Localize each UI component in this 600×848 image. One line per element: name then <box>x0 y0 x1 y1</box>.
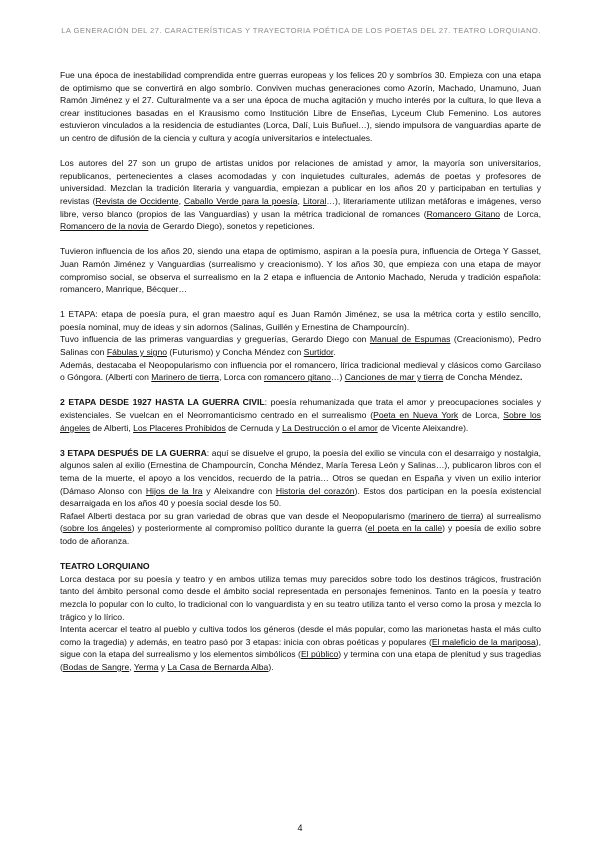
paragraph-context: Fue una época de inestabilidad comprendida entre guerras europeas y los felices 20 y sombríos 30. Empieza con una etapa de optimismo que se convertirá en algo sombrío. Conviven muchas generaciones como Azorín, Machado, Unamuno, Juan Ramón Jiménez y el 27. Culturalmente va a ser una época de mucha agitación y mucho interés por la cultura, lo que lleva a crear instituciones basadas en el Krausismo como Institución Libre de Enseñas, Lyceum Club Femenino. Los autores estuvieron vinculados a la residencia de estudiantes (Lorca, Dalí, Luis Buñuel…), siendo impulsora de vanguardias aparte de un centro de difusión de la ciencia y cultura y acogía universitarios e intelectuales. <box>60 70 541 143</box>
paragraph-authors <box>60 157 541 233</box>
book-title: Fábulas y signo <box>106 347 168 358</box>
book-title: marinero de tierra <box>410 510 481 521</box>
text: , <box>297 195 303 206</box>
text: , <box>178 195 185 206</box>
book-title: romancero gitano <box>263 372 331 383</box>
text: de Cernuda y <box>225 422 283 433</box>
document-body <box>60 69 541 686</box>
book-title: Los Placeres Prohibidos <box>133 422 226 433</box>
book-title: Hijos de la Ira <box>145 485 203 496</box>
stage-heading: 3 ETAPA DESPUÉS DE LA GUERRA <box>60 447 207 458</box>
text: ). <box>268 661 274 672</box>
text: …), literariamente utilizan metáforas e imágenes, verso libre, verso blanco (propios de las Vanguardias) y usan la métrica tradicional de romances ( <box>60 195 542 219</box>
stage-heading: 2 ETAPA DESDE 1927 HASTA LA GUERRA CIVIL <box>60 397 265 408</box>
book-title: Marinero de tierra <box>151 372 220 383</box>
text: …) <box>330 372 345 383</box>
running-header: LA GENERACIÓN DEL 27. CARACTERÍSTICAS Y TRAYECTORIA POÉTICA DE LOS POETAS DEL 27. TEATRO LORQUIANO. <box>61 26 541 35</box>
text: : poesía rehumanizada que trata el amor y preocupaciones sociales y existenciales. Se vuelcan en el Neorromanticismo centrado en el surrealismo ( <box>60 397 541 421</box>
text: Lorca destaca por su poesía y teatro y en ambos utiliza temas muy parecidos sobre todo los destinos trágicos, frustración tanto del ámbito personal como desde el ámbito social representada en personajes femeninos. Tanto en la poesía y teatro mezcla lo popular con lo culto, lo tradicional con lo vanguardista y en su teatro utiliza tanto el verso como la prosa y mezcla lo trágico y lo lírico. <box>60 573 541 622</box>
book-title: Manual de Espumas <box>369 334 451 345</box>
section-heading: TEATRO LORQUIANO <box>60 561 150 572</box>
text: . <box>520 372 523 383</box>
text: Rafael Alberti destaca por su gran variedad de obras que van desde el Neopopularismo ( <box>60 510 411 521</box>
paragraph-influences: Tuvieron influencia de los años 20, siendo una etapa de optimismo, aspiran a la poesía pura, influencia de Ortega Y Gasset, Juan Ramón Jiménez y Vanguardias (surrealismo y creacionismo). Y los años 30, que empieza con una etapa de mayor compromiso social, se observa el surrealismo en la 2 etapa e influencia de Antonio Machado, Neruda y tradición española: romancero, Manrique, Bécquer… <box>60 246 541 295</box>
book-title: Surtidor <box>303 347 334 358</box>
text: , Lorca con <box>219 372 264 383</box>
book-title: Romancero de la novia <box>60 221 149 232</box>
text: de Lorca, <box>500 208 541 219</box>
book-title: sobre los ángeles <box>62 523 132 534</box>
magazine-title: Revista de Occidente <box>95 195 179 206</box>
book-title: Historia del corazón <box>275 485 355 496</box>
book-title: El público <box>300 649 339 660</box>
text: ) al surrealismo ( <box>60 510 541 534</box>
text: Además, destacaba el Neopopularismo con influencia por el romancero, lírica tradicional medieval y clásicos como Garcilaso o Góngora. (Alberti con <box>60 359 541 383</box>
text: Los autores del 27 son un grupo de artistas unidos por relaciones de amistad y amor, la mayoría son universitarios, republicanos, pertenecientes a clases acomodadas y con inquietudes culturales, además de poetas y profesores de universidad. Mezclan la tradición literaria y vanguardia, empiezan a publicar en los años 20 y participaban en tertulias y revistas ( <box>60 158 541 206</box>
book-title: Romancero Gitano <box>426 208 501 219</box>
text: y <box>158 661 168 672</box>
text: de Alberti, <box>90 422 134 433</box>
book-title: Bodas de Sangre <box>62 661 130 672</box>
text: Intenta acercar el teatro al pueblo y cultiva todos los géneros (desde el más popular, como las marionetas hasta el más culto como la tragedia) y además, en teatro pasó por 3 etapas: inicia con obras poéticas y populares ( <box>60 624 541 647</box>
text: de Gerardo Diego), sonetos y repeticiones. <box>148 221 315 232</box>
text: . <box>333 347 336 358</box>
magazine-title: Caballo Verde para la poesía <box>184 195 298 206</box>
text: ). Estos dos participan en la poesía existencial desarraigada en los años 40 y poesía social desde los 50. <box>60 485 542 509</box>
text: ) y posteriormente al compromiso político durante la guerra ( <box>131 523 368 534</box>
text: ) y poesía de exilio sobre todo de añoranza. <box>60 523 541 546</box>
paragraph-stage-2 <box>60 396 541 434</box>
book-title: El maleficio de la mariposa <box>431 636 536 647</box>
text: , <box>129 661 134 672</box>
book-title: Canciones de mar y tierra <box>344 372 444 383</box>
page-number: 4 <box>297 823 303 833</box>
text: de Concha Méndez <box>443 372 521 383</box>
text: ) y termina con una etapa de plenitud y sus tragedias ( <box>60 649 542 672</box>
text: 1 ETAPA: etapa de poesía pura, el gran maestro aquí es Juan Ramón Jiménez, se usa la métrica corta y estilo sencillo, poesía nominal, muy de ideas y sin adornos (Salinas, Guillén y Ernestina de Champourcín). <box>60 309 541 332</box>
paragraph-theatre <box>60 560 541 673</box>
text: y Aleixandre con <box>202 485 276 496</box>
text: (Creacionismo), Pedro Salinas con <box>60 334 541 358</box>
book-title: La Destrucción o el amor <box>282 422 378 433</box>
magazine-title: Litoral <box>302 195 327 206</box>
text: ), sigue con la etapa del surrealismo y los elementos simbólicos ( <box>60 636 541 660</box>
book-title: el poeta en la calle <box>367 523 443 534</box>
text: de Lorca, <box>458 410 504 421</box>
book-title: Poeta en Nueva York <box>373 410 459 421</box>
text: Tuvo influencia de las primeras vanguardias y greguerías, Gerardo Diego con <box>60 334 370 345</box>
paragraph-stage-1 <box>60 308 541 384</box>
paragraph-stage-3 <box>60 447 541 548</box>
book-title: Yerma <box>133 661 159 672</box>
text: : aquí se disuelve el grupo, la poesía del exilio se vincula con el desarraigo y nostalgia, algunos salen al exilio (Ernestina de Champourcín, Concha Méndez, María Teresa León y Salinas…), publicaron libros con el tema de la muerte, el apoyo a los vencidos, recuerdo de la patria… Otros se quedan en España y viven un exilio interior (Dámaso Alonso con <box>60 447 541 496</box>
text: (Futurismo) y Concha Méndez con <box>167 347 304 358</box>
book-title: Sobre los ángeles <box>60 410 541 433</box>
book-title: La Casa de Bernarda Alba <box>167 661 269 672</box>
text: de Vicente Aleixandre). <box>377 422 469 433</box>
